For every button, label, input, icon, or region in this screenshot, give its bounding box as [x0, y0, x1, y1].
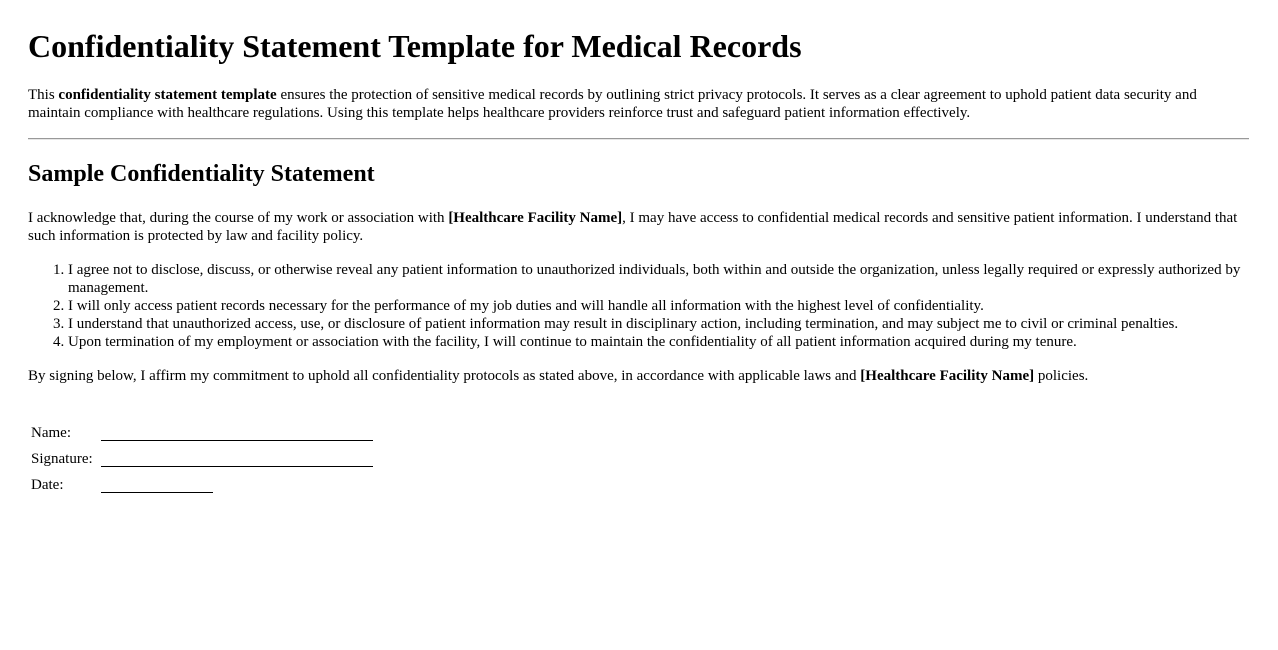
clause-item: 4. Upon termination of my employment or association with the facility, I will continue to maintain the confidentiality of all patient information acquired during my tenure.	[68, 333, 1250, 351]
affirmation-paragraph	[28, 367, 1250, 385]
date-field-cell	[100, 475, 374, 499]
intro-suffix: ensures the protection of sensitive medical records by outlining strict privacy protocols. It serves as a clear agreement to uphold patient data security and maintain compliance with healthcare regulations. Using this template helps healthcare providers reinforce trust and safeguard patient information effectively.	[28, 87, 1197, 121]
date-field-line[interactable]	[101, 476, 213, 493]
section-heading: Sample Confidentiality Statement	[28, 161, 375, 187]
acknowledgement-paragraph	[28, 209, 1250, 245]
ack-prefix: I acknowledge that, during the course of my work or association with	[28, 210, 449, 226]
signature-field-line[interactable]	[101, 450, 373, 467]
affirm-prefix: By signing below, I affirm my commitment to uphold all confidentiality protocols as stated above, in accordance with applicable laws and	[28, 368, 861, 384]
intro-bold-term: confidentiality statement template	[58, 87, 277, 103]
clause-item: 1. I agree not to disclose, discuss, or otherwise reveal any patient information to unauthorized individuals, both within and outside the organization, unless legally required or expressly authorized by management.	[68, 261, 1250, 297]
clause-item: 2. I will only access patient records necessary for the performance of my job duties and will handle all information with the highest level of confidentiality.	[68, 297, 1250, 315]
affirm-suffix: policies.	[1034, 368, 1089, 384]
page-title: Confidentiality Statement Template for Medical Records	[28, 28, 802, 64]
signature-row-signature	[30, 449, 374, 473]
signature-row-date	[30, 475, 374, 499]
facility-name-placeholder: [Healthcare Facility Name]	[860, 368, 1035, 384]
signature-row-name	[30, 423, 374, 447]
ack-suffix: , I may have access to confidential medical records and sensitive patient information. I understand that such information is protected by law and facility policy.	[28, 210, 1238, 244]
signature-table	[28, 421, 376, 501]
clause-item: 3. I understand that unauthorized access, use, or disclosure of patient information may result in disciplinary action, including termination, and may subject me to civil or criminal penalties.	[68, 315, 1250, 333]
name-field-line[interactable]	[101, 424, 373, 441]
intro-paragraph	[28, 86, 1250, 122]
name-label: Name:	[31, 425, 71, 441]
signature-label: Signature:	[31, 451, 93, 467]
facility-name-placeholder: [Healthcare Facility Name]	[448, 210, 623, 226]
name-field-cell	[100, 423, 374, 447]
intro-prefix: This	[28, 87, 59, 103]
signature-field-cell	[100, 449, 374, 473]
section-divider	[28, 138, 1249, 140]
date-label: Date:	[31, 477, 64, 493]
clauses-list	[28, 261, 1250, 351]
